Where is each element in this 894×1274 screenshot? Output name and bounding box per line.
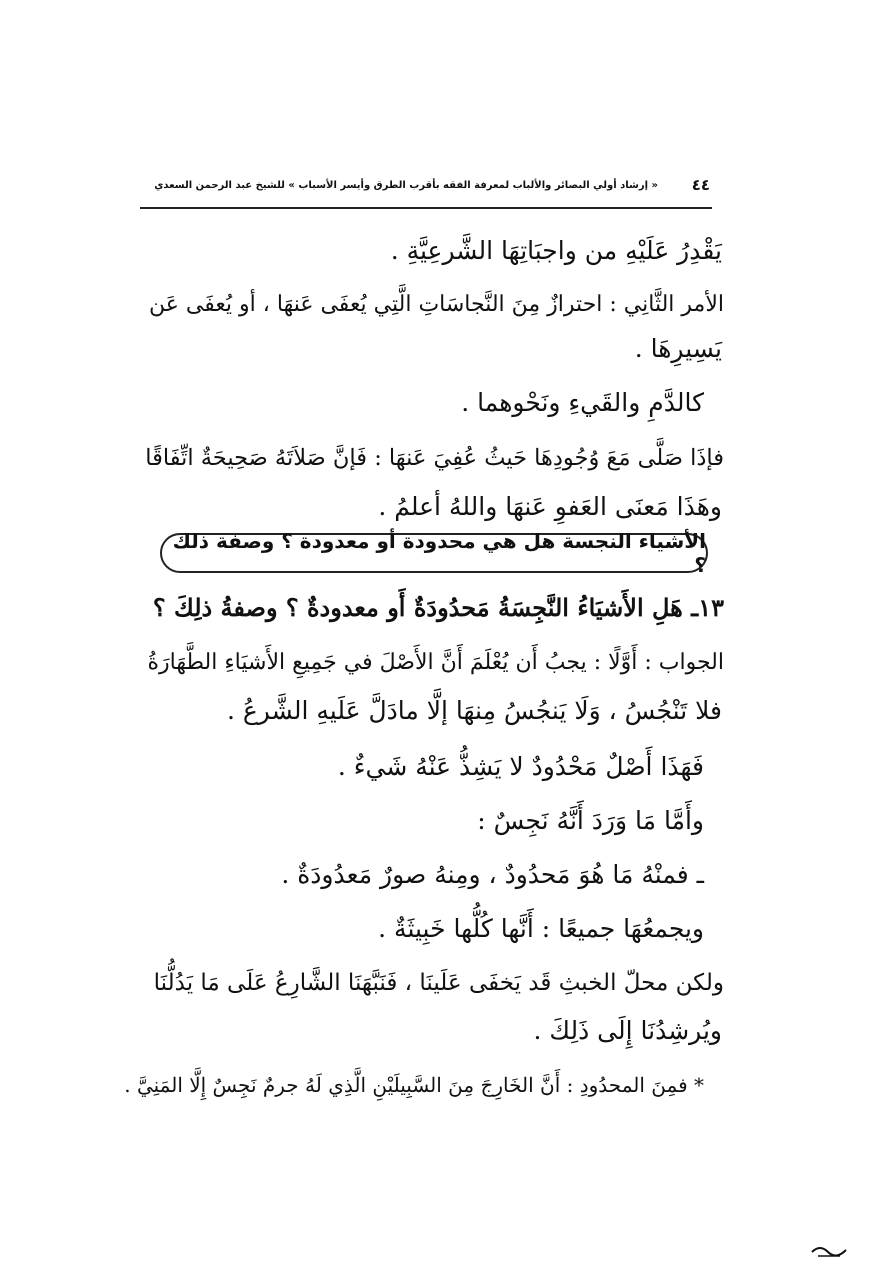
page-number: ٤٤ [691,176,710,194]
text-line-2: الأمر الثَّانِي : احترازٌ مِنَ النَّجاسَاتِ الَّتِي يُعفَى عَنهَا ، أو يُعفَى عَن [148,292,724,317]
page-header [140,176,710,198]
answer-line-7: ولكن محلّ الخبثِ قَد يَخفَى عَلَينَا ، فَنَبَّهَنَا الشَّارِعُ عَلَى مَا يَدُلُّنَا [153,970,724,996]
text-line-1: يَقْدِرُ عَلَيْهِ من واجبَاتِهَا الشَّرعِيَّةِ . [390,236,722,265]
answer-line-5: ـ فمنْهُ مَا هُوَ مَحدُودٌ ، ومِنهُ صورٌ مَعدُودَةٌ . [281,860,704,889]
answer-line-3: فَهَذَا أَصْلٌ مَحْدُودٌ لا يَشِذُّ عَنْهُ شَيءٌ . [337,752,704,781]
section-heading-box [160,529,708,577]
answer-line-6: ويجمعُهَا جميعًا : أَنَّها كُلُّها خَبِيثَةٌ . [378,914,704,943]
answer-line-4: وأَمَّا مَا وَرَدَ أَنَّهُ نَجِسٌ : [477,806,704,835]
answer-line-1: الجواب : أَوَّلًا : يجبُ أَن يُعْلَمَ أَنَّ الأَصْلَ في جَمِيعِ الأَشيَاءِ الطَّهَارَةُ [147,650,724,675]
answer-line-9: * فمِنَ المحدُودِ : أَنَّ الخَارِجَ مِنَ السَّبِيلَيْنِ الَّذِي لَهُ جرمٌ نَجِسٌ إِلَّا المَنِيَّ . [124,1073,704,1097]
question-heading: ١٣ـ هَلِ الأَشيَاءُ النَّجِسَةُ مَحدُودَةٌ أَو معدودةٌ ؟ وصفةُ ذلِكَ ؟ [152,593,724,622]
catchword-mark-icon [810,1240,850,1260]
text-line-3: يَسِيرِهَا . [634,334,722,363]
text-line-5: فإذَا صَلَّى مَعَ وُجُودِهَا حَيثُ عُفِيَ عَنهَا : فَإنَّ صَلاَتَهُ صَحِيحَةٌ اتِّفَاقًا [145,445,724,471]
text-line-6: وهَذَا مَعنَى العَفوِ عَنهَا واللهُ أعلمُ . [378,492,722,521]
header-rule [140,207,712,209]
section-heading-label: الأشياء النجسة هل هي محدودة أو معدودة ؟ وصفة ذلك ؟ [172,529,706,577]
answer-line-2: فلا تَنْجُسُ ، وَلَا يَنجُسُ مِنهَا إلَّا مادَلَّ عَلَيهِ الشَّرعُ . [226,696,722,725]
running-title: « إرشاد أولي البصائر والألباب لمعرفة الفقه بأقرب الطرق وأيسر الأسباب » للشيخ عبد الرحمن السعدي [154,180,658,191]
answer-line-8: ويُرشِدُنَا إِلَى ذَلِكَ . [533,1016,722,1045]
text-line-4: كالدَّمِ والقَيءِ ونَحْوهما . [461,388,704,417]
